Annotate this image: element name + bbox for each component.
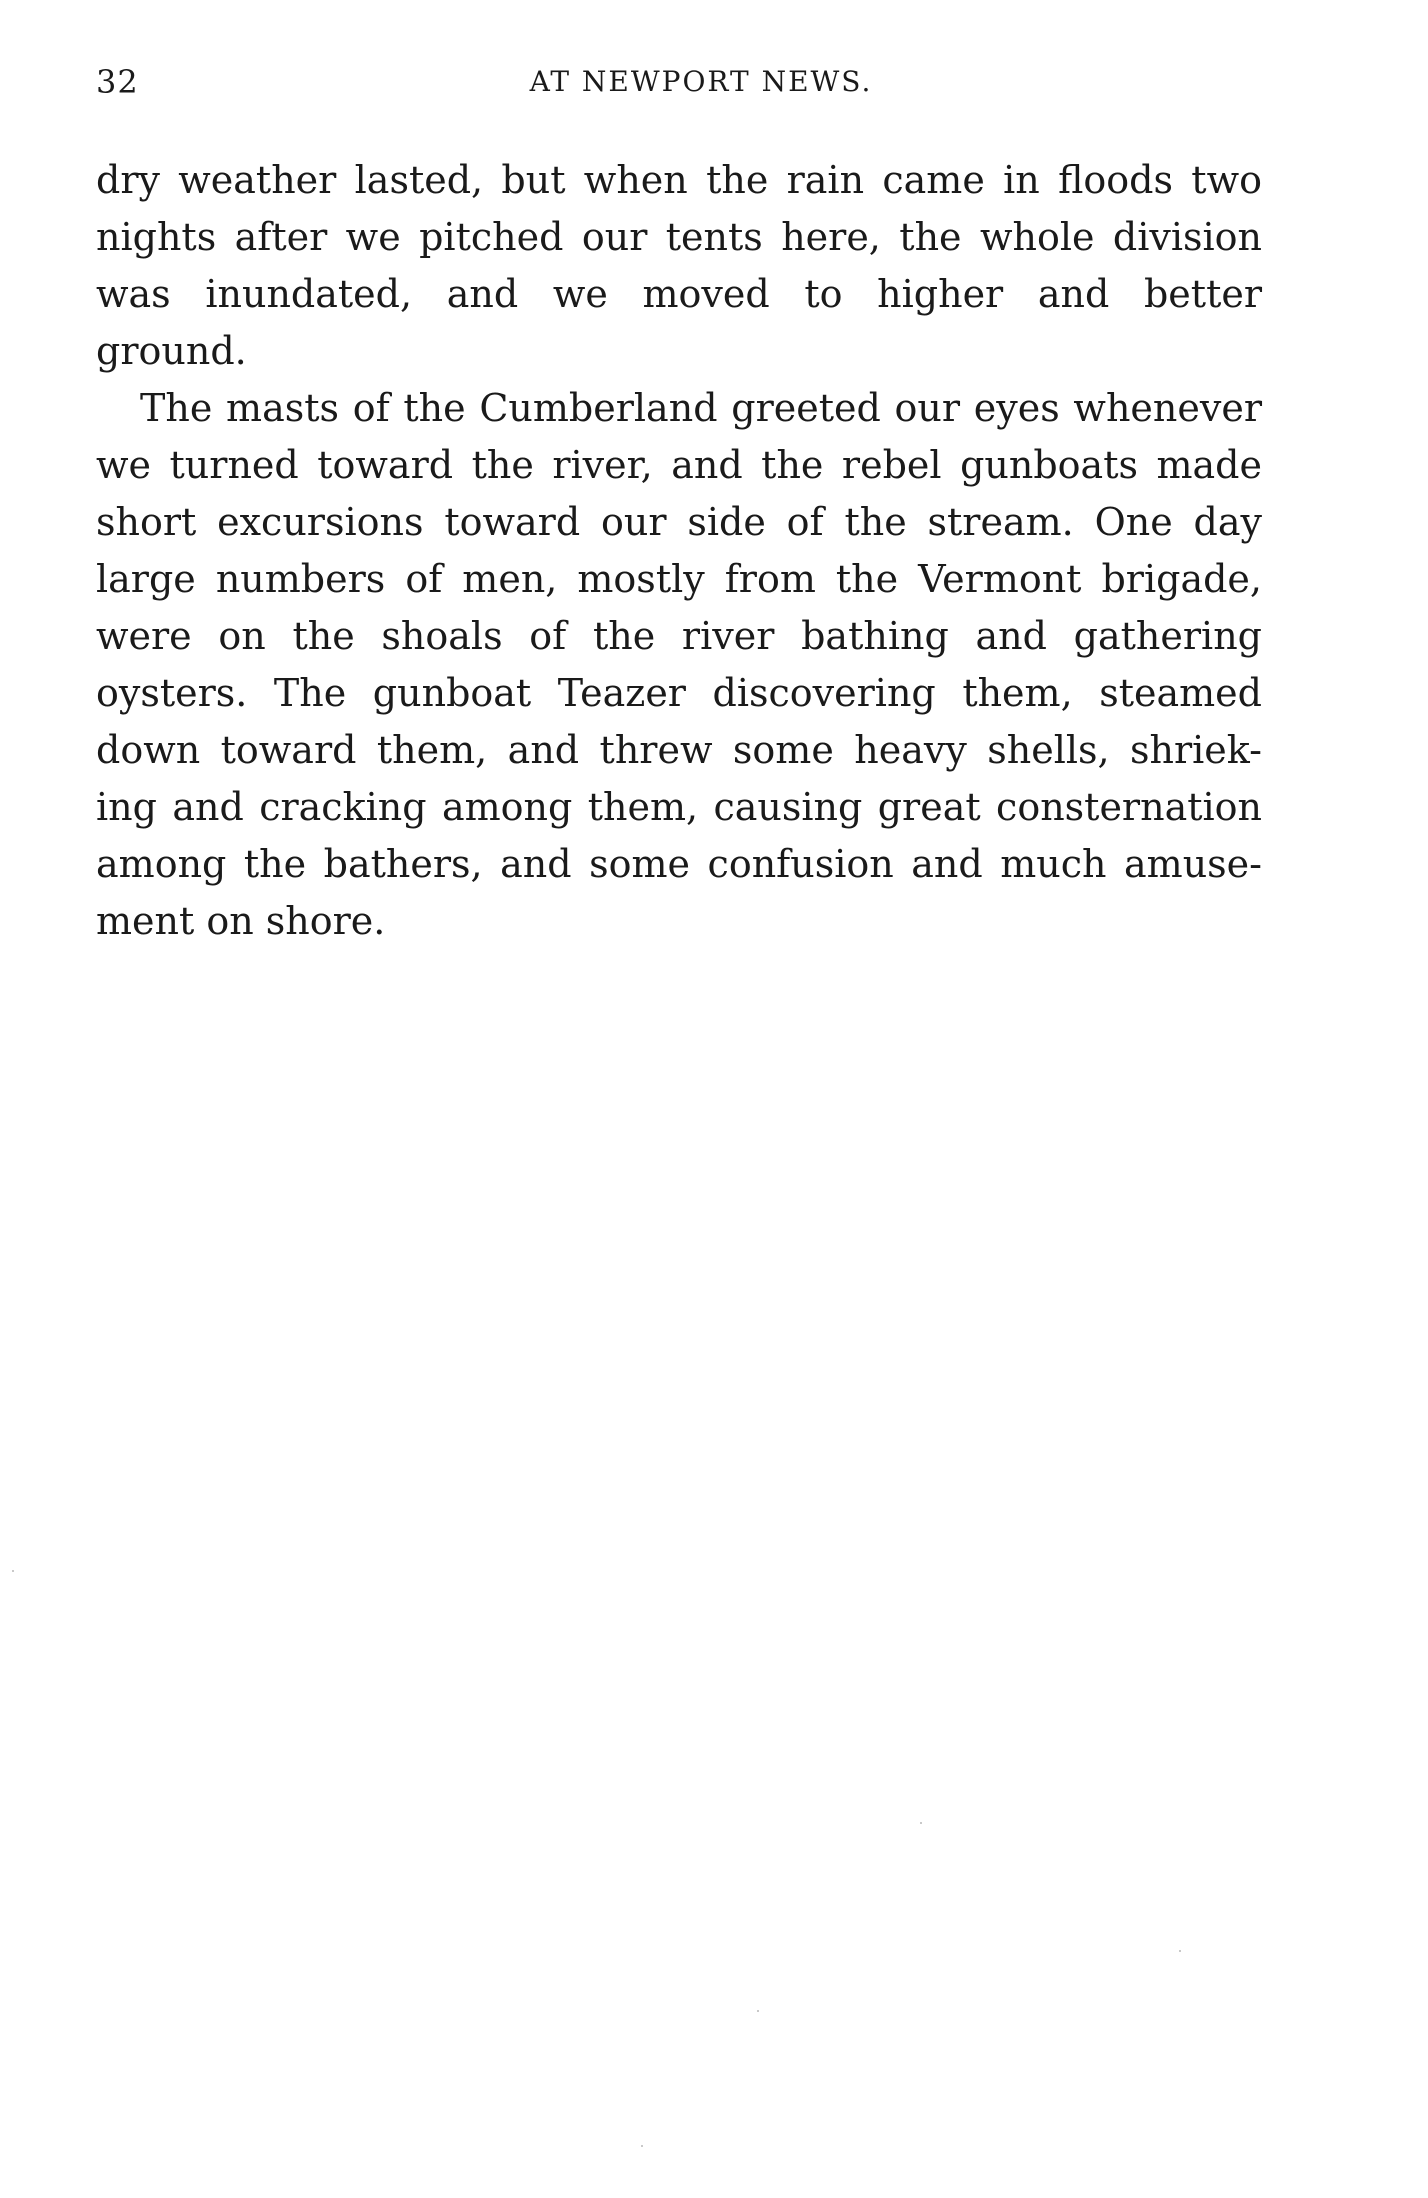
text-line: dry weather lasted, but when the rain came in floods two (96, 158, 1262, 202)
paragraph (96, 380, 1262, 950)
running-head (96, 60, 1266, 104)
text-line: oysters. The gunboat Teazer discovering them, steamed (96, 671, 1262, 715)
text-line: nights after we pitched our tents here, the whole division (96, 215, 1262, 259)
scan-speck (641, 2145, 643, 2147)
text-line: ment on shore. (96, 899, 386, 943)
text-line: down toward them, and threw some heavy shells, shriek- (96, 728, 1262, 772)
text-line: were on the shoals of the river bathing and gathering (96, 614, 1262, 658)
text-line: ing and cracking among them, causing great consternation (96, 785, 1262, 829)
text-line: The masts of the Cumberland greeted our eyes whenever (140, 386, 1262, 430)
text-line: ground. (96, 329, 247, 373)
paragraph (96, 152, 1262, 380)
text-line: was inundated, and we moved to higher and better (96, 272, 1262, 316)
text-line: we turned toward the river, and the rebel gunboats made (96, 443, 1262, 487)
body-text (96, 152, 1262, 950)
page-number: 32 (96, 63, 139, 101)
text-line: among the bathers, and some confusion and much amuse- (96, 842, 1262, 886)
text-line: large numbers of men, mostly from the Vermont brigade, (96, 557, 1262, 601)
scan-speck (12, 1570, 14, 1572)
scan-speck (920, 1822, 922, 1824)
text-line: short excursions toward our side of the stream. One day (96, 500, 1262, 544)
scan-speck (1179, 1950, 1181, 1952)
scan-speck (757, 2010, 759, 2012)
running-title: AT NEWPORT NEWS. (529, 65, 873, 98)
